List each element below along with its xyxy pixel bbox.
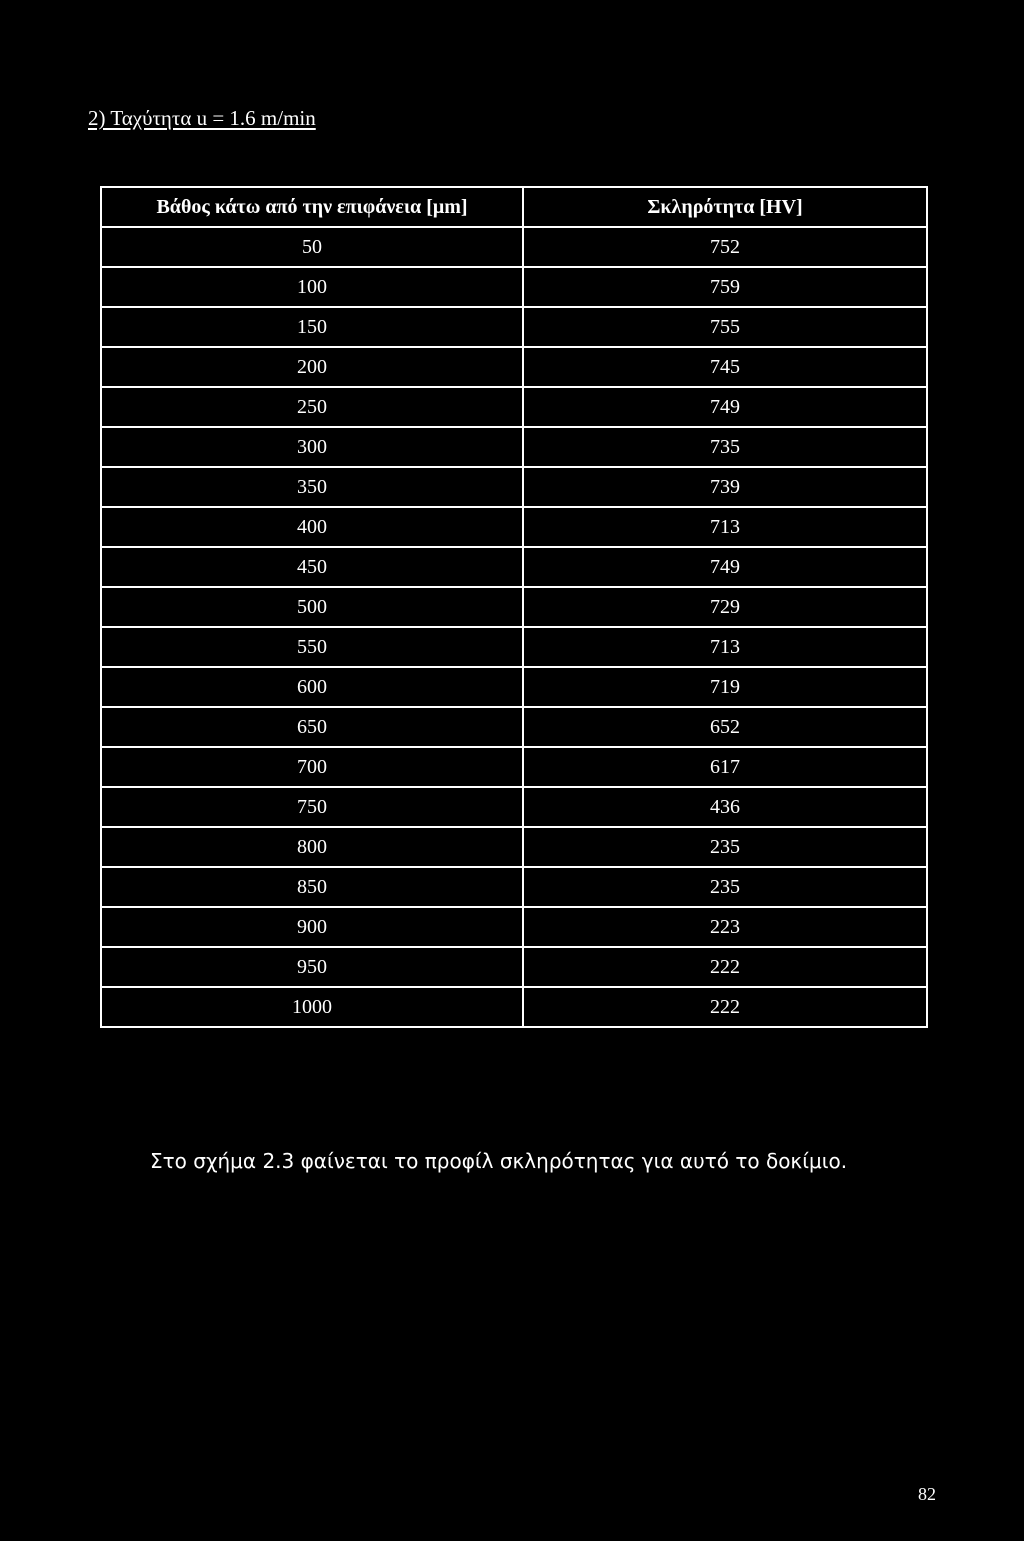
depth-cell: 800 [101, 827, 523, 867]
table-row [101, 427, 927, 467]
depth-cell: 200 [101, 347, 523, 387]
hardness-cell: 755 [523, 307, 927, 347]
hardness-cell: 223 [523, 907, 927, 947]
depth-cell: 650 [101, 707, 523, 747]
table-row [101, 627, 927, 667]
table-body [101, 227, 927, 1027]
hardness-cell: 436 [523, 787, 927, 827]
table-row [101, 947, 927, 987]
depth-cell: 500 [101, 587, 523, 627]
depth-cell: 100 [101, 267, 523, 307]
figure-reference-text: Στο σχήμα 2.3 φαίνεται το προφίλ σκληρότητας για αυτό το δοκίμιο. [150, 1149, 848, 1173]
depth-cell: 150 [101, 307, 523, 347]
hardness-cell: 719 [523, 667, 927, 707]
hardness-cell: 752 [523, 227, 927, 267]
depth-cell: 600 [101, 667, 523, 707]
hardness-cell: 235 [523, 867, 927, 907]
table-row [101, 707, 927, 747]
hardness-cell: 729 [523, 587, 927, 627]
table-row [101, 587, 927, 627]
hardness-cell: 713 [523, 507, 927, 547]
hardness-cell: 735 [523, 427, 927, 467]
depth-cell: 50 [101, 227, 523, 267]
table-row [101, 987, 927, 1027]
table-row [101, 747, 927, 787]
depth-cell: 250 [101, 387, 523, 427]
column-header-depth: Βάθος κάτω από την επιφάνεια [μm] [101, 187, 523, 227]
depth-cell: 450 [101, 547, 523, 587]
depth-cell: 300 [101, 427, 523, 467]
depth-cell: 750 [101, 787, 523, 827]
depth-cell: 850 [101, 867, 523, 907]
table-row [101, 227, 927, 267]
depth-cell: 400 [101, 507, 523, 547]
hardness-cell: 652 [523, 707, 927, 747]
table-row [101, 667, 927, 707]
hardness-table [100, 186, 928, 1028]
hardness-cell: 617 [523, 747, 927, 787]
table-header-row [101, 187, 927, 227]
hardness-cell: 235 [523, 827, 927, 867]
depth-cell: 550 [101, 627, 523, 667]
table-row [101, 387, 927, 427]
table-row [101, 867, 927, 907]
table-row [101, 467, 927, 507]
column-header-hardness: Σκληρότητα [HV] [523, 187, 927, 227]
table-row [101, 307, 927, 347]
depth-cell: 900 [101, 907, 523, 947]
hardness-cell: 749 [523, 387, 927, 427]
depth-cell: 350 [101, 467, 523, 507]
hardness-cell: 222 [523, 987, 927, 1027]
section-heading: 2) Ταχύτητα u = 1.6 m/min [88, 106, 316, 130]
depth-cell: 700 [101, 747, 523, 787]
table-row [101, 907, 927, 947]
hardness-cell: 713 [523, 627, 927, 667]
hardness-cell: 745 [523, 347, 927, 387]
table-row [101, 267, 927, 307]
table-row [101, 507, 927, 547]
hardness-cell: 759 [523, 267, 927, 307]
table-row [101, 787, 927, 827]
hardness-cell: 749 [523, 547, 927, 587]
page-number: 82 [918, 1484, 936, 1504]
hardness-cell: 739 [523, 467, 927, 507]
depth-cell: 1000 [101, 987, 523, 1027]
hardness-cell: 222 [523, 947, 927, 987]
table-row [101, 347, 927, 387]
table-row [101, 547, 927, 587]
table-row [101, 827, 927, 867]
depth-cell: 950 [101, 947, 523, 987]
